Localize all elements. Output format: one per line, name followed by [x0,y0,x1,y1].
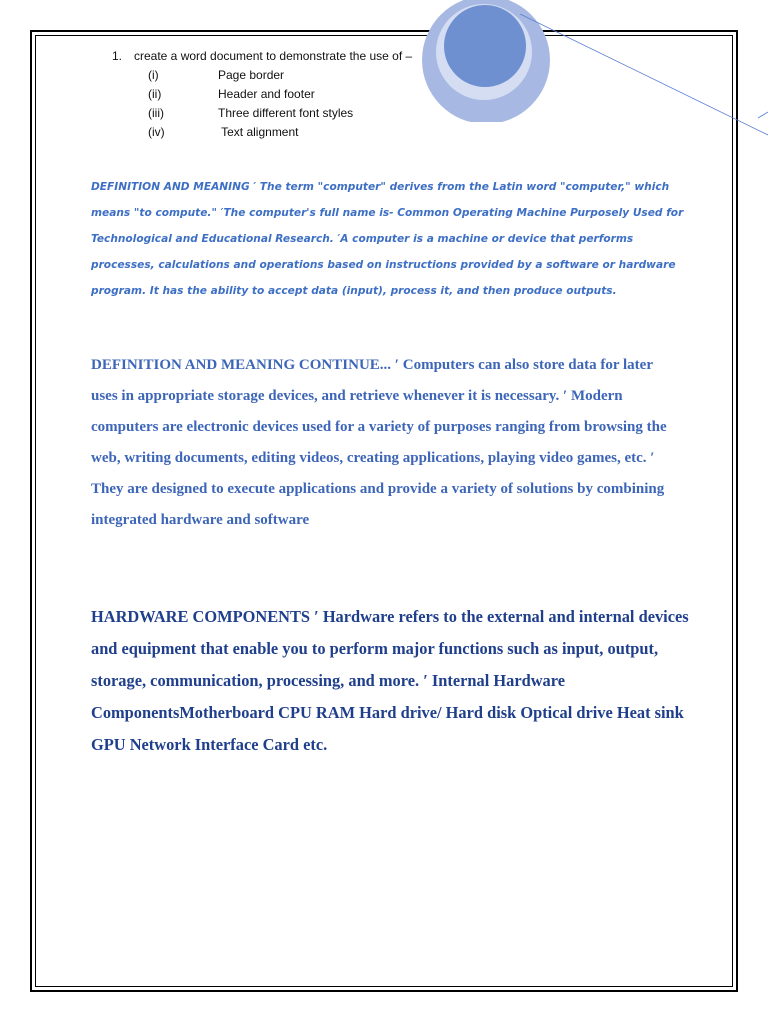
definition-continue-paragraph: DEFINITION AND MEANING CONTINUE... ′ Computers can also store data for later uses in appropriate storage devices, and retrieve whenever it is necessary. ′ Modern computers are electronic devices used for a variety of purposes ranging from browsing the web, writing documents, editing videos, creating applications, playing video games, etc. ′ They are designed to execute applications and provide a variety of solutions by combining integrated hardware and software [91,357,667,528]
list-item-roman: (i) [148,68,159,82]
list-item [112,66,412,85]
list-item [112,104,412,123]
list-item-label: Text alignment [218,125,299,139]
decor-line [520,14,768,135]
list-item-roman: (iv) [148,125,165,139]
task-heading-text: create a word document to demonstrate the use of – [134,49,413,63]
task-list [112,47,412,142]
decor-line-tip [758,112,768,118]
list-item-label: Page border [218,68,285,82]
list-item-roman: (ii) [148,87,162,101]
decor-cut [420,122,560,160]
decor-circle-inner [444,5,526,87]
hardware-components-paragraph: HARDWARE COMPONENTS ′ Hardware refers to the external and internal devices and equipment that enable you to perform major functions such as input, output, storage, communication, processing, and more. ′ Internal Hardware ComponentsMotherboard CPU RAM Hard drive/ Hard disk Optical drive Heat sink GPU Network Interface Card etc. [91,607,689,754]
list-item-label: Three different font styles [218,106,354,120]
task-number: 1. [112,49,123,63]
list-item [112,85,412,104]
list-item-roman: (iii) [148,106,164,120]
list-item-label: Header and footer [218,87,315,101]
list-item [112,123,412,142]
definition-paragraph: DEFINITION AND MEANING ′ The term "computer" derives from the Latin word "computer," which means "to compute." ′The computer's full name is- Common Operating Machine Purposely Used for Technological and Educational Research. ′A computer is a machine or device that performs processes, calculations and operations based on instructions provided by a software or hardware program. It has the ability to accept data (input), process it, and then produce outputs. [91,181,684,297]
task-heading [112,47,412,66]
